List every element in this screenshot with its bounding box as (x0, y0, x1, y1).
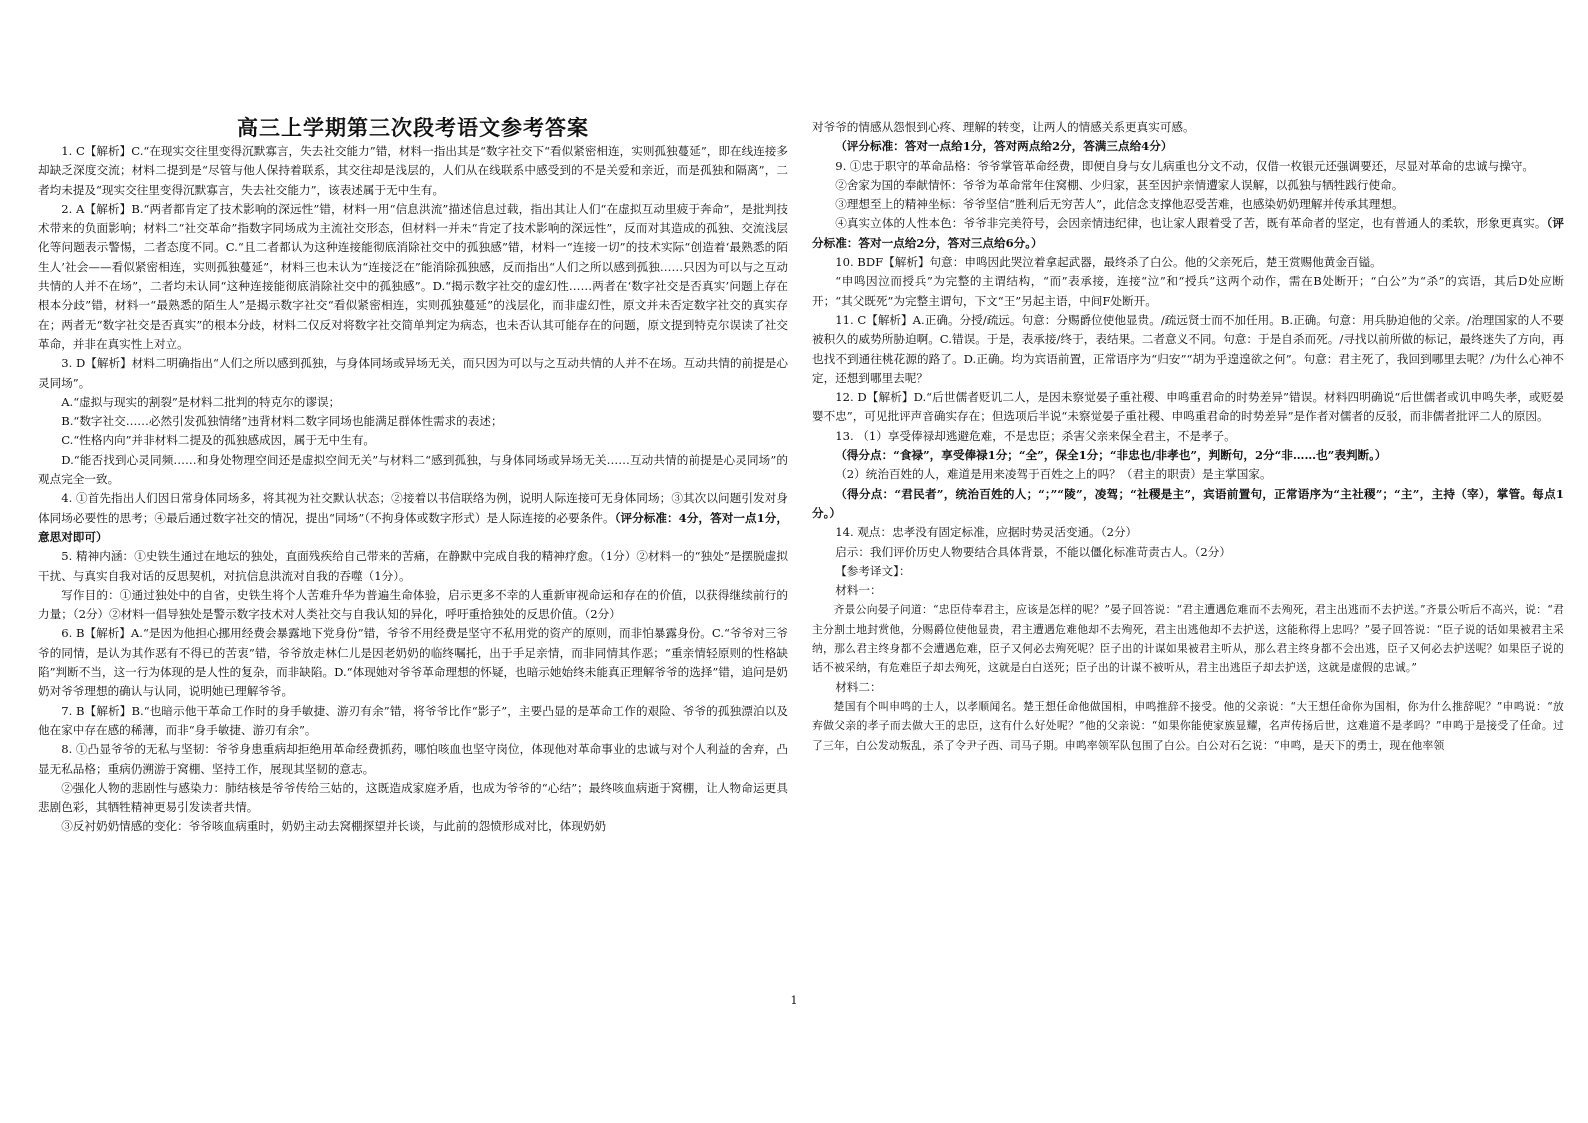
material-2-label: 材料二： (835, 679, 882, 694)
answer-q6: 6. B【解析】A.“是因为他担心挪用经费会暴露地下党身份”错，爷爷不用经费是坚守不私用党的资产的原则，而非怕暴露身份。C.“爷爷对三爷爷的同情，是认为其作恶有不得已的苦衷”错，爷爷放走林仁儿是因老奶奶的临终嘱托，出于手足亲情，而非同情其作恶；“重亲情轻原则的性格缺陷”判断不当，这一行为体现的是人性的复杂，而非缺陷。D.“体现她对爷爷革命理想的怀疑，也暗示她始终未能真正理解爷爷的选择”错，追问是奶奶对爷爷理想的确认与认同，说明她已理解爷爷。 (38, 626, 788, 699)
material-1-text: 齐景公向晏子问道：“忠臣侍奉君主，应该是怎样的呢？”晏子回答说：“君主遭遇危难而不去殉死，君主出逃而不去护送。”齐景公听后不高兴，说：“君主分割土地封赏他，分赐爵位使他显贵，君主遭遇危难他却不去殉死，君主出逃他却不去护送，这能称得上忠吗？”晏子回答说：“臣子说的话如果被君主采纳，那么君主终身都不会遭遇危难，臣子又何必去殉死呢？臣子出的计谋如果被君主听从，那么君主终身都不会出逃，臣子又何必去护送呢？如果臣子说的话不被采纳，有危难臣子却去殉死，这就是白白送死；臣子出的计谋不被听从，君主出逃臣子却去护送，这就是虚假的忠诚。” (812, 603, 1564, 675)
answer-q3-option-a: A.“虚拟与现实的割裂”是材料二批判的特克尔的谬误； (61, 394, 341, 409)
answer-q9-score: （评分标准：答对一点给2分，答对三点给6分。） (812, 216, 1564, 250)
answer-q7: 7. B【解析】B.“也暗示他干革命工作时的身手敏捷、游刃有余”错，将爷爷比作“影子”，主要凸显的是革命工作的艰险、爷爷的孤独漂泊以及他在家中存在感的稀薄，而非“身手敏捷、游刃有余”。 (38, 703, 788, 737)
answer-q1: 1. C【解析】C.“在现实交往里变得沉默寡言，失去社交能力”错，材料一指出其是“数字社交下“看似紧密相连，实则孤独蔓延”，即在线连接多却缺乏深度交流；材料二提到是“尽管与他人保持着联系，其交往却是浅层的，人们从在线联系中感受到的不是关爱和亲近，而是孤独和隔离”，二者均未提及“现实交往里变得沉默寡言，失去社交能力”，该表述属于无中生有。 (38, 144, 788, 197)
answer-q14-insight: 启示：我们评价历史人物要结合具体背景，不能以僵化标准苛责古人。（2分） (835, 544, 1231, 559)
page-title: 高三上学期第三次段考语文参考答案 (237, 115, 589, 140)
answer-q2: 2. A【解析】B.“两者都肯定了技术影响的深远性”错，材料一用“信息洪流”描述信息过载，指出其让人们“在虚拟互动里疲于奔命”，是批判技术带来的负面影响；材料二“社交革命”指数字同场成为主流社交形态，但材料一并未“肯定了技术影响的深远性”，反而对其造成的孤独、交流浅层化等问题表示警惕，二者态度不同。C.“且二者都认为这种连接能彻底消除社交中的孤独感”错，材料一“连接一切”的技术实际“创造着‘最熟悉的陌生人’社会——看似紧密相连，实则孤独蔓延”，材料三也未认为“连接泛在”能消除孤独感，反而指出“人们之所以感到孤独……只因为可以与之互动共情的人并不在场”，二者均未认同“这种连接能彻底消除社交中的孤独感”。D.“揭示数字社交的虚幻性……两者在‘数字社交是否真实’问题上存在根本分歧”错，材料一“最熟悉的陌生人”是揭示数字社交“看似紧密相连，实则孤独蔓延”的浅层化，而非虚幻性，原文并未否定数字社交的真实存在；两者无“数字社交是否真实”的根本分歧，材料二仅反对将数字社交简单判定为病态，也未否认其可能存在的问题，原文提到特克尔误读了社交革命，并非在真实性上对立。 (38, 201, 788, 351)
left-column (38, 142, 788, 837)
answer-q3-option-c: C.“性格内向”并非材料二提及的孤独感成因，属于无中生有。 (61, 433, 376, 448)
answer-q13-1: 13. （1）享受俸禄却逃避危难，不是忠臣；杀害父亲来保全君主，不是孝子。 (835, 428, 1236, 443)
answer-q3-option-d: D.“能否找到心灵同频……和身处物理空间还是虚拟空间无关”与材料二“感到孤独，与身体同场或异场无关……互动共情的前提是心灵同场”的观点完全一致。 (38, 452, 788, 487)
answer-q4-score: （评分标准：4分，答对一点1分，意思对即可） (38, 510, 788, 544)
answer-q12: 12. D【解析】D.“后世儒者贬讥二人，是因未察觉晏子重社稷、申鸣重君命的时势差异”错误。材料四明确说“后世儒者或讥申鸣失孝，或贬晏婴不忠”，可见批评声音确实存在；但选项后半说“未察觉晏子重社稷、申鸣重君命的时势差异”是作者对儒者的反驳，而非儒者批评二人的原因。 (812, 390, 1564, 424)
answer-q3: 3. D【解析】材料二明确指出“人们之所以感到孤独，与身体同场或异场无关，而只因为可以与之互动共情的人并不在场。互动共情的前提是心灵同场”。 (38, 356, 788, 390)
answer-q9-point4-text: ④真实立体的人性本色：爷爷非完美符号，会因亲情违纪律，也让家人跟着受了苦，既有革命者的坚定，也有普通人的柔软，形象更真实。 (835, 216, 1547, 231)
answer-q13-2-score: （得分点：“君民者”，统治百姓的人；“；”“陵”，凌驾；“社稷是主”，宾语前置句，正常语序为“主社稷”；“主”，主持（宰），掌管。每点1分。） (812, 486, 1564, 520)
answer-q8-score: （评分标准：答对一点给1分，答对两点给2分，答满三点给4分） (835, 139, 1173, 154)
answer-q13-1-score: （得分点：“食禄”，享受俸禄1分；“全”，保全1分；“非忠也/非孝也”，判断句，2分“非……也”表判断。） (835, 448, 1387, 463)
answer-q14-view: 14. 观点：忠孝没有固定标准，应据时势灵活变通。（2分） (835, 525, 1138, 540)
page-number: 1 (790, 994, 798, 1007)
answer-q8-point2: ②强化人物的悲剧性与感染力：肺结核是爷爷传给三姑的，这既造成家庭矛盾，也成为爷爷的“心结”；最终咳血病逝于窝棚，让人物命运更具悲剧色彩，其牺牲精神更易引发读者共情。 (38, 780, 788, 815)
answer-q9-point3: ③理想至上的精神坐标：爷爷坚信“胜利后无穷苦人”，此信念支撑他忍受苦难，也感染奶奶理解并传承其理想。 (835, 197, 1404, 212)
answer-q9-point1: 9. ①忠于职守的革命品格：爷爷掌管革命经费，即便自身与女儿病重也分文不动，仅借一枚银元还强调要还，尽显对革命的忠诚与操守。 (835, 158, 1534, 173)
answer-q10: 10. BDF【解析】句意：申鸣因此哭泣着拿起武器，最终杀了白公。他的父亲死后，楚王赏赐他黄金百镒。 (835, 255, 1382, 270)
answer-q13-2: （2）统治百姓的人，难道是用来凌驾于百姓之上的吗？（君主的职责）是主掌国家。 (835, 467, 1272, 482)
answer-q5-part2: 写作目的：①通过独处中的自省，史铁生将个人苦难升华为普遍生命体验，启示更多不幸的人重新审视命运和存在的价值，以获得继续前行的力量；（2分）②材料一倡导独处是警示数字技术对人类社交与自我认知的异化，呼吁重拾独处的反思价值。（2分） (38, 587, 788, 622)
answer-q3-option-b: B.“数字社交……必然引发孤独情绪”违背材料二数字同场也能满足群体性需求的表述； (61, 414, 503, 429)
answer-q11: 11. C【解析】A.正确。分授/疏远。句意：分赐爵位使他显贵。/疏远贤士而不加任用。B.正确。句意：用兵胁迫他的父亲。/治理国家的人不要被积久的威势所胁迫啊。C.错误。于是，表承接/终于，表结果。二者意义不同。句意：于是自杀而死。/寻找以前所做的标记，最终迷失了方向，再也找不到通往桃花源的路了。D.正确。均为宾语前置，正常语序为“归安”“胡为乎遑遑欲之何”。句意：君主死了，我回到哪里去呢？/为什么心神不定，还想到哪里去呢？ (812, 312, 1564, 385)
answer-q4-text: 4. ①首先指出人们因日常身体同场多，将其视为社交默认状态；②接着以书信联络为例，说明人际连接可无身体同场；③其次以问题引发对身体同场必要性的思考；④最后通过数字社交的情况，提出“同场”（不拘身体或数字形式）是人际连接的必要条件。 (38, 491, 788, 525)
material-1-label: 材料一： (835, 583, 882, 598)
answer-q4 (38, 489, 788, 547)
reference-translation-heading: 【参考译文】： (835, 563, 911, 578)
answer-q8-point3-continued: 对爷爷的情感从怨恨到心疼、理解的转变，让两人的情感关系更真实可感。 (812, 120, 1195, 134)
answer-q8-point3: ③反衬奶奶情感的变化：爷爷咳血病重时，奶奶主动去窝棚探望并长谈，与此前的怨愤形成对比，体现奶奶 (61, 819, 607, 834)
answer-q5-part1: 5. 精神内涵：①史铁生通过在地坛的独处，直面残疾给自己带来的苦痛，在静默中完成自我的精神疗愈。（1分）②材料一的“独处”是摆脱虚拟干扰、与真实自我对话的反思契机，对抗信息洪流对自我的吞噬（1分）。 (38, 549, 788, 583)
answer-q9-point2: ②舍家为国的奉献情怀：爷爷为革命常年住窝棚、少归家，甚至因护亲情遭家人误解，以孤独与牺牲践行使命。 (835, 177, 1404, 192)
answer-q9-point4 (812, 214, 1564, 253)
material-2-text: 楚国有个叫申鸣的士人，以孝顺闻名。楚王想任命他做国相，申鸣推辞不接受。他的父亲说：“大王想任命你为国相，你为什么推辞呢？”申鸣说：“放弃做父亲的孝子而去做大王的忠臣，这有什么好处呢？”他的父亲说：“如果你能使家族显耀，名声传扬后世，这难道不是孝吗？”申鸣于是接受了任命。过了三年，白公发动叛乱，杀了令尹子西、司马子期。申鸣率领军队包围了白公。白公对石乞说：“申鸣，是天下的勇士，现在他率领 (812, 699, 1565, 752)
answer-q8-point1: 8. ①凸显爷爷的无私与坚韧：爷爷身患重病却拒绝用革命经费抓药，哪怕咳血也坚守岗位，体现他对革命事业的忠诚与对个人利益的舍弃，凸显无私品格；重病仍溯游于窝棚、坚持工作，展现其坚韧的意志。 (38, 742, 788, 776)
right-column (812, 118, 1564, 755)
answer-q10-explain: “申鸣因泣而授兵”为完整的主谓结构，“而”表承接，连接“泣”和“授兵”这两个动作，需在B处断开；“白公”为“杀”的宾语，其后D处应断开；“其父既死”为完整主谓句，下文“王”另起主语，中间F处断开。 (812, 274, 1564, 308)
